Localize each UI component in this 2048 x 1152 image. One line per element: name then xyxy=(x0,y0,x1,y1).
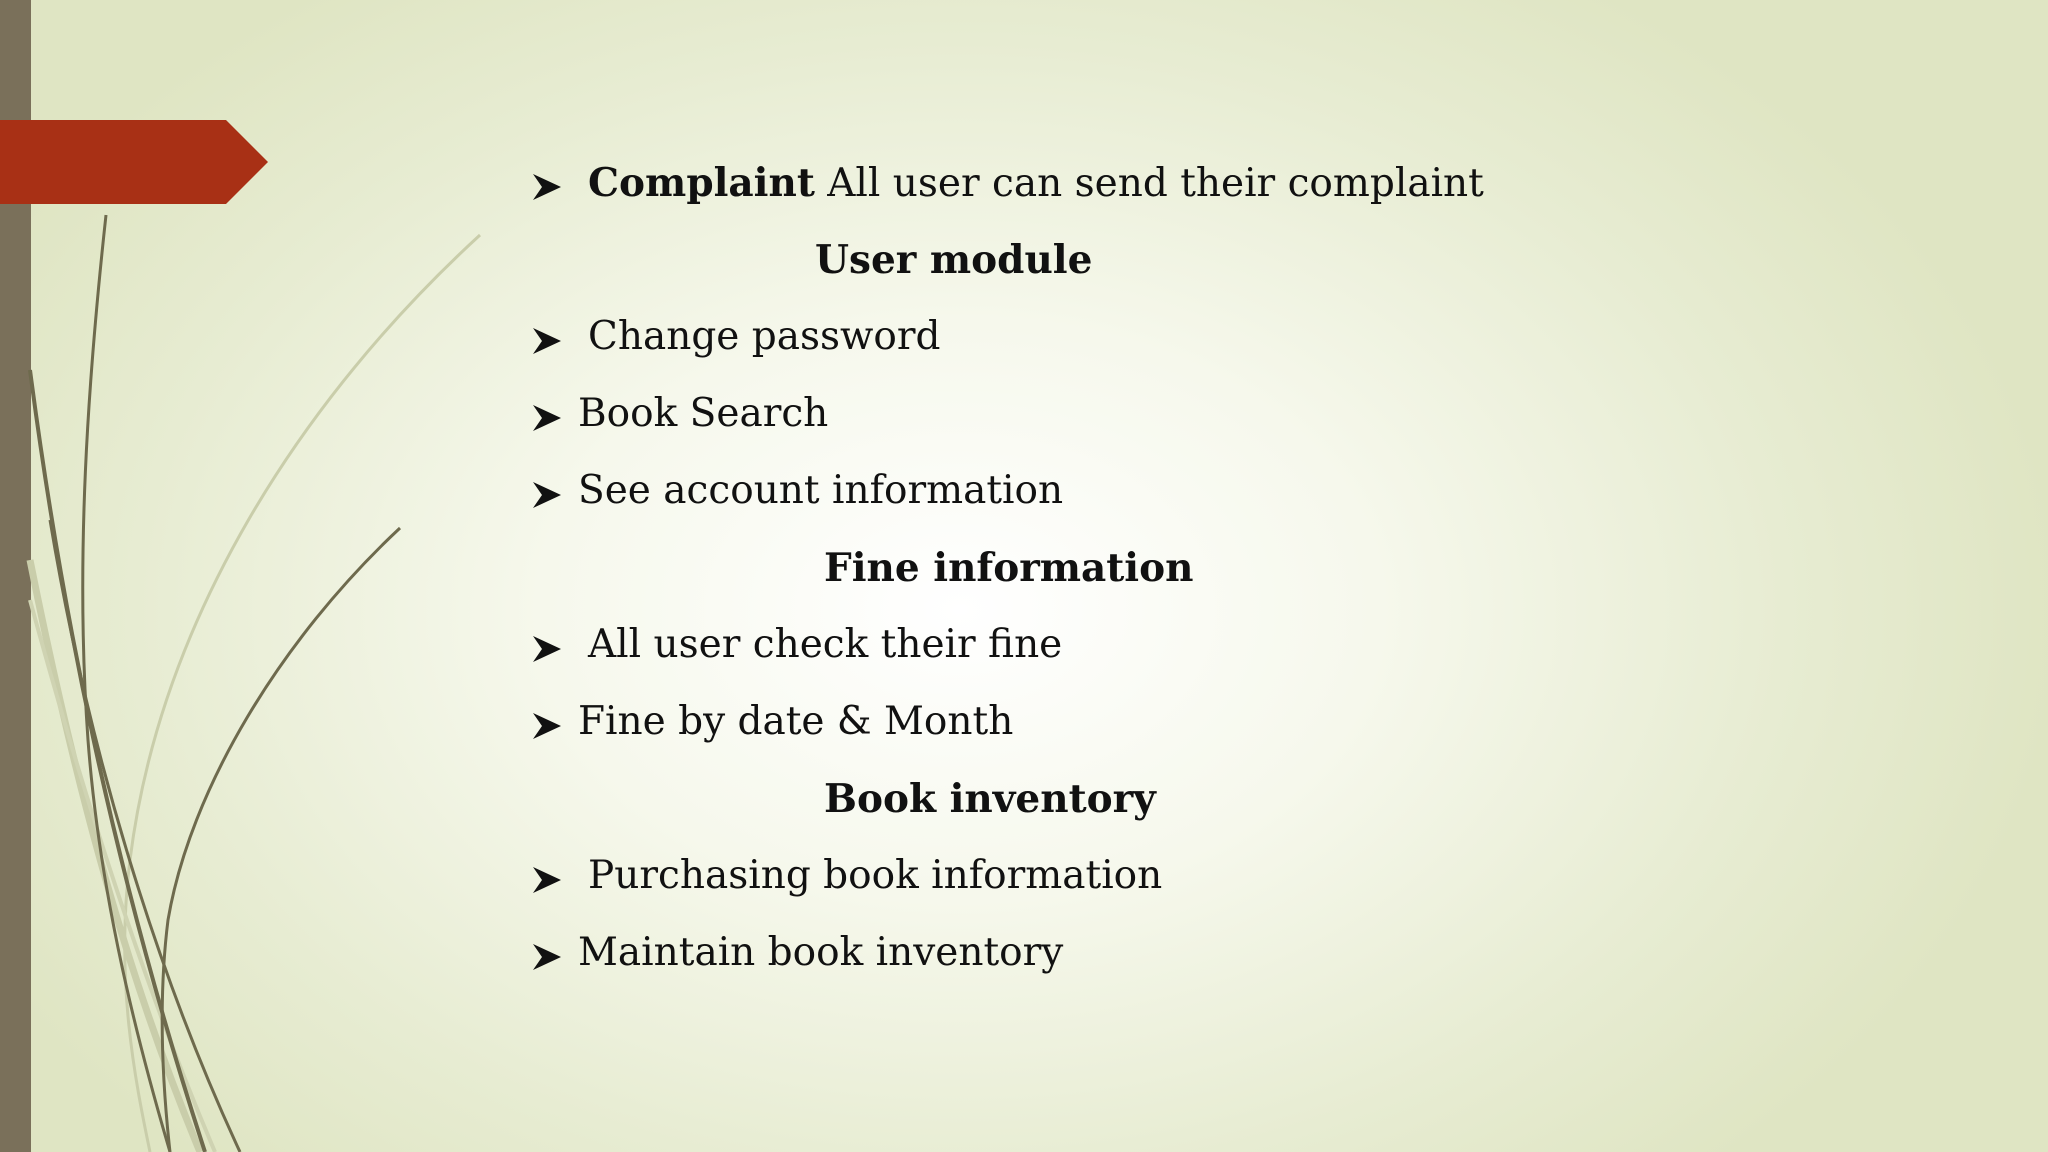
book-search-text: Book Search xyxy=(578,391,829,436)
bullet-row xyxy=(530,612,1730,689)
user-module-heading: User module xyxy=(815,237,1093,283)
complaint-label: Complaint xyxy=(588,160,815,206)
arrow-bullet-icon xyxy=(530,709,564,743)
arrow-bullet-icon xyxy=(530,324,564,358)
bullet-row xyxy=(530,843,1730,920)
complaint-text: All user can send their complaint xyxy=(814,161,1484,206)
bullet-row xyxy=(530,458,1730,535)
bullet-row xyxy=(530,304,1730,381)
arrow-bullet-icon xyxy=(530,632,564,666)
slide-content xyxy=(530,150,1730,997)
heading-row xyxy=(530,766,1730,843)
fine-information-heading: Fine information xyxy=(824,545,1194,591)
heading-row xyxy=(530,227,1730,304)
account-info-text: See account information xyxy=(578,468,1064,513)
book-inventory-heading: Book inventory xyxy=(824,776,1156,822)
bullet-row xyxy=(530,381,1730,458)
arrow-bullet-icon xyxy=(530,863,564,897)
arrow-bullet-icon xyxy=(530,170,564,204)
arrow-bullet-icon xyxy=(530,940,564,974)
change-password-text: Change password xyxy=(588,314,941,359)
bullet-row xyxy=(530,689,1730,766)
maintain-inventory-text: Maintain book inventory xyxy=(578,930,1064,975)
bullet-row xyxy=(530,150,1730,227)
fine-by-date-text: Fine by date & Month xyxy=(578,699,1014,744)
arrow-bullet-icon xyxy=(530,478,564,512)
red-arrow-banner xyxy=(0,120,268,204)
bullet-row xyxy=(530,920,1730,997)
check-fine-text: All user check their fine xyxy=(588,622,1063,667)
purchasing-book-text: Purchasing book information xyxy=(588,853,1163,898)
arrow-bullet-icon xyxy=(530,401,564,435)
heading-row xyxy=(530,535,1730,612)
